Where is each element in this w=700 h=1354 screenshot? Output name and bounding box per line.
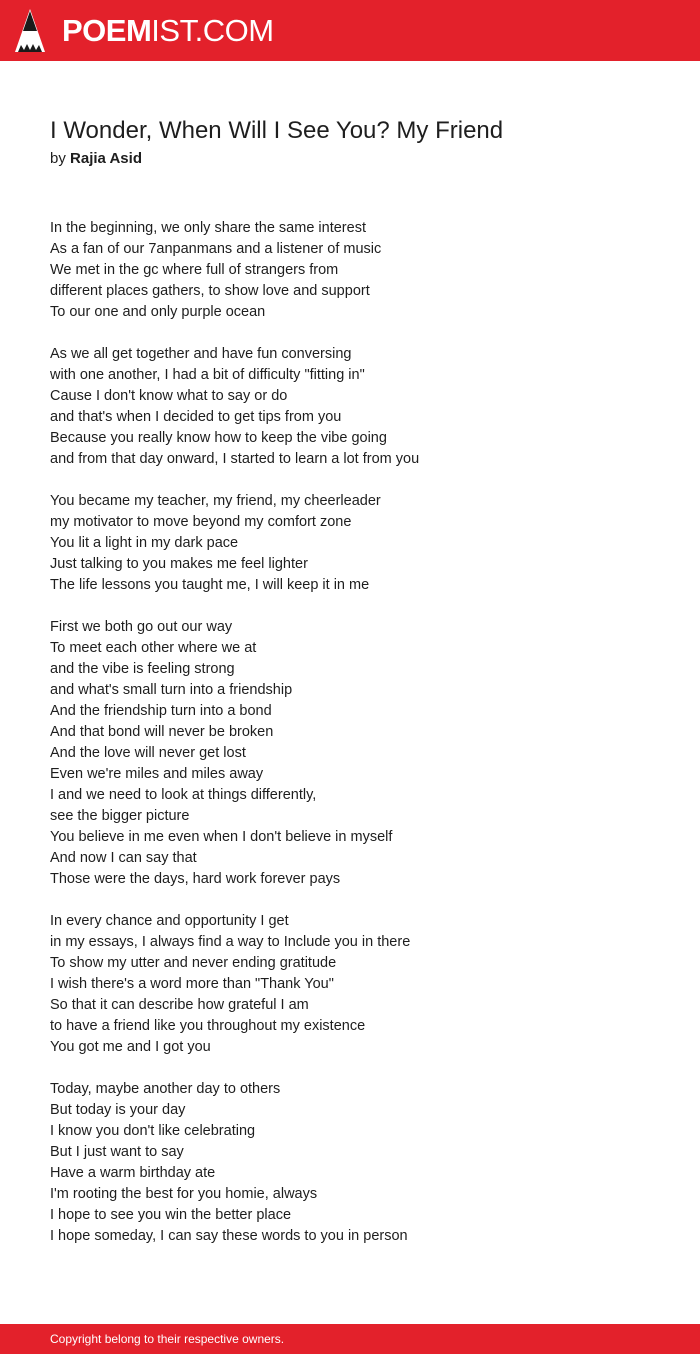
logo-light-text: IST.COM: [151, 13, 274, 48]
site-logo[interactable]: [62, 11, 274, 51]
copyright-text: Copyright belong to their respective owners.: [50, 1332, 285, 1346]
poem-line: I hope to see you win the better place: [50, 1207, 292, 1223]
poem-line: But today is your day: [50, 1102, 186, 1118]
poem-line: To our one and only purple ocean: [50, 304, 266, 320]
poem-stanza: [50, 911, 670, 1058]
poem-stanza: [50, 344, 670, 470]
poem-line: and that's when I decided to get tips from you: [50, 409, 342, 425]
poem-line: Have a warm birthday ate: [50, 1165, 216, 1181]
poem-line: As we all get together and have fun conversing: [50, 346, 352, 362]
poem-line: in my essays, I always find a way to Include you in there: [50, 934, 411, 950]
poem-line: and the vibe is feeling strong: [50, 661, 235, 677]
poem-line: So that it can describe how grateful I am: [50, 997, 309, 1013]
poem-body: [50, 218, 670, 1268]
poem-line: But I just want to say: [50, 1144, 184, 1160]
pencil-tip-icon[interactable]: [15, 9, 45, 52]
poem-line: You got me and I got you: [50, 1039, 211, 1055]
poem-line: I hope someday, I can say these words to you in person: [50, 1228, 408, 1244]
poem-line: to have a friend like you throughout my existence: [50, 1018, 366, 1034]
poem-stanza: [50, 218, 670, 323]
poem-line: see the bigger picture: [50, 808, 190, 824]
poem-line: And the friendship turn into a bond: [50, 703, 272, 719]
poem-line: I and we need to look at things differently,: [50, 787, 317, 803]
poem-line: I'm rooting the best for you homie, always: [50, 1186, 318, 1202]
logo-bold-text: POEM: [62, 13, 152, 48]
poem-line: and what's small turn into a friendship: [50, 682, 293, 698]
poem-line: and from that day onward, I started to learn a lot from you: [50, 451, 420, 467]
poem-line: We met in the gc where full of strangers from: [50, 262, 339, 278]
poem-line: The life lessons you taught me, I will keep it in me: [50, 577, 370, 593]
poem-line: Just talking to you makes me feel lighter: [50, 556, 308, 572]
poem-title: I Wonder, When Will I See You? My Friend: [50, 117, 504, 144]
poem-line: And the love will never get lost: [50, 745, 246, 761]
poem-line: And that bond will never be broken: [50, 724, 274, 740]
poem-line: You believe in me even when I don't believe in myself: [50, 829, 393, 845]
poem-line: with one another, I had a bit of difficulty "fitting in": [50, 367, 365, 383]
by-label: by: [50, 150, 66, 167]
poem-line: In every chance and opportunity I get: [50, 913, 289, 929]
poem-line: First we both go out our way: [50, 619, 233, 635]
poem-line: Cause I don't know what to say or do: [50, 388, 288, 404]
site-header: [0, 0, 700, 61]
poem-line: You became my teacher, my friend, my cheerleader: [50, 493, 381, 509]
poem-line: Because you really know how to keep the vibe going: [50, 430, 387, 446]
byline: [50, 148, 142, 170]
poem-line: Even we're miles and miles away: [50, 766, 264, 782]
poem-line: I wish there's a word more than "Thank You": [50, 976, 334, 992]
poem-stanza: [50, 1079, 670, 1247]
poem-line: And now I can say that: [50, 850, 197, 866]
poem-line: different places gathers, to show love and support: [50, 283, 370, 299]
poem-line: In the beginning, we only share the same interest: [50, 220, 366, 236]
poem-line: To show my utter and never ending gratitude: [50, 955, 337, 971]
author-name[interactable]: Rajia Asid: [70, 150, 142, 167]
poem-line: To meet each other where we at: [50, 640, 257, 656]
poem-line: You lit a light in my dark pace: [50, 535, 239, 551]
poem-line: my motivator to move beyond my comfort zone: [50, 514, 352, 530]
site-footer: [0, 1324, 700, 1354]
poem-line: Those were the days, hard work forever pays: [50, 871, 341, 887]
poem-stanza: [50, 617, 670, 890]
poem-line: As a fan of our 7anpanmans and a listener of music: [50, 241, 382, 257]
poem-line: Today, maybe another day to others: [50, 1081, 281, 1097]
poem-stanza: [50, 491, 670, 596]
poem-line: I know you don't like celebrating: [50, 1123, 256, 1139]
